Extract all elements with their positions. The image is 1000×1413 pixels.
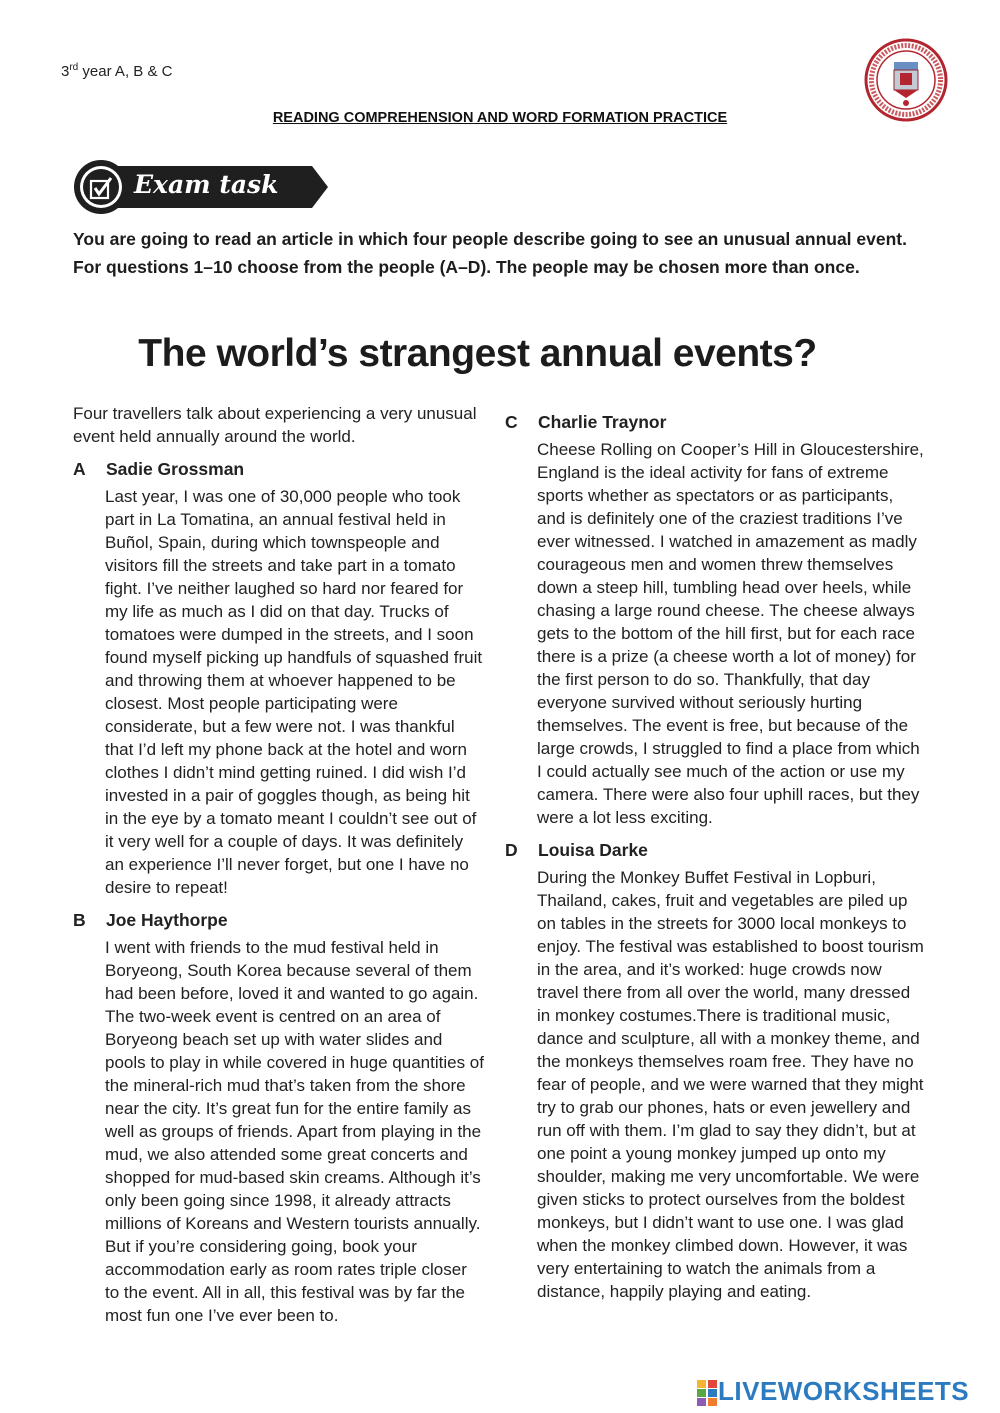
section-a xyxy=(73,458,485,899)
exam-task-label: Exam task xyxy=(134,170,279,199)
person-name: Sadie Grossman xyxy=(106,459,245,479)
section-d xyxy=(505,839,925,1303)
exam-task-banner xyxy=(72,158,330,216)
person-name: Louisa Darke xyxy=(538,840,648,860)
article-column-right xyxy=(505,411,925,1313)
task-instructions: You are going to read an article in which four people describe going to see an unusual annual event. For questions 1–10 choose from the people (A–D). The people may be chosen more than once. xyxy=(73,229,907,277)
section-letter: C xyxy=(505,412,518,432)
section-heading xyxy=(505,839,925,862)
checkbox-icon xyxy=(89,175,115,201)
section-text: Last year, I was one of 30,000 people who took part in La Tomatina, an annual festival held in Buñol, Spain, during which townspeople and visitors fill the streets and take part in a tomato fight. I’ve neither laughed so hard nor feared for my life as much as I did on that day. Trucks of tomatoes were dumped in the streets, and I soon found myself picking up handfuls of squashed fruit and throwing them at whoever happened to be closest. Most people participating were considerate, but a few were not. I was thankful that I’d left my phone back at the hotel and worn clothes I didn’t mind getting ruined. I did wish I’d invested in a pair of goggles though, as being hit in the eye by a tomato meant I couldn’t see out of it very well for a couple of days. It was definitely an experience I’ll never forget, but one I have no desire to repeat! xyxy=(105,487,483,897)
section-text: During the Monkey Buffet Festival in Lopburi, Thailand, cakes, fruit and vegetables are piled up on tables in the streets for 3000 local monkeys to enjoy. The festival was established to boost tourism in the area, and it’s worked: huge crowds now travel there from all over the world, many dressed in monkey costumes.There is traditional music, dance and sculpture, all with a monkey theme, and the monkeys themselves roam free. They have no fear of people, and we were warned that they might try to grab our phones, hats or even jewellery and run off with them. I’m glad to say they didn’t, but at one point a young monkey jumped up onto my shoulder, making me very uncomfortable. We were given sticks to protect ourselves from the boldest monkeys, but I didn’t want to use one. I was glad when the monkey climbed down. However, it was very entertaining to watch the animals from a distance, happily playing and eating. xyxy=(537,868,924,1301)
section-b xyxy=(73,909,485,1327)
article-title: The world’s strangest annual events? xyxy=(138,332,817,375)
section-text: Cheese Rolling on Cooper’s Hill in Gloucestershire, England is the ideal activity for fans of extreme sports whether as spectators or as participants, and is definitely one of the craziest traditions I’ve ever witnessed. I watched in amazement as madly courageous men and women threw themselves down a steep hill, tumbling head over heels, while chasing a large round cheese. The cheese always gets to the bottom of the hill first, but for each race there is a prize (a cheese worth a lot of money) for the first person to do so. Thankfully, that day everyone survived without seriously hurting themselves. The event is free, but because of the large crowds, I struggled to find a place from which I could actually see much of the action or use my camera. There were also four uphill races, but they were a lot less exciting. xyxy=(537,440,924,827)
section-heading xyxy=(73,909,485,932)
section-letter: B xyxy=(73,910,86,930)
person-name: Joe Haythorpe xyxy=(106,910,228,930)
section-letter: A xyxy=(73,459,86,479)
person-name: Charlie Traynor xyxy=(538,412,667,432)
section-heading xyxy=(73,458,485,481)
liveworksheets-icon xyxy=(697,1380,717,1406)
section-text: I went with friends to the mud festival held in Boryeong, South Korea because several of them had been before, loved it and wanted to go again. The two-week event is centred on an area of Boryeong beach set up with water slides and pools to play in while covered in huge quantities of the mineral-rich mud that’s taken from the shore near the city. It’s great fun for the entire family as well as groups of friends. Apart from playing in the mud, we also attended some great concerts and shopped for mud-based skin creams. Although it’s only been going since 1998, it already attracts millions of Koreans and Western tourists annually. But if you’re considering going, book your accommodation early as room rates triple closer to the event. All in all, this festival was by far the most fun one I’ve ever been to. xyxy=(105,938,484,1325)
section-letter: D xyxy=(505,840,518,860)
page-title: READING COMPREHENSION AND WORD FORMATION PRACTICE xyxy=(272,110,728,126)
liveworksheets-brand[interactable]: LIVEWORKSHEETS xyxy=(718,1376,970,1406)
article-intro: Four travellers talk about experiencing a very unusual event held annually around the world. xyxy=(73,404,477,446)
section-c xyxy=(505,411,925,829)
article-column-left xyxy=(73,402,485,1337)
class-label: 3rd year A, B & C xyxy=(61,62,173,80)
section-heading xyxy=(505,411,925,434)
